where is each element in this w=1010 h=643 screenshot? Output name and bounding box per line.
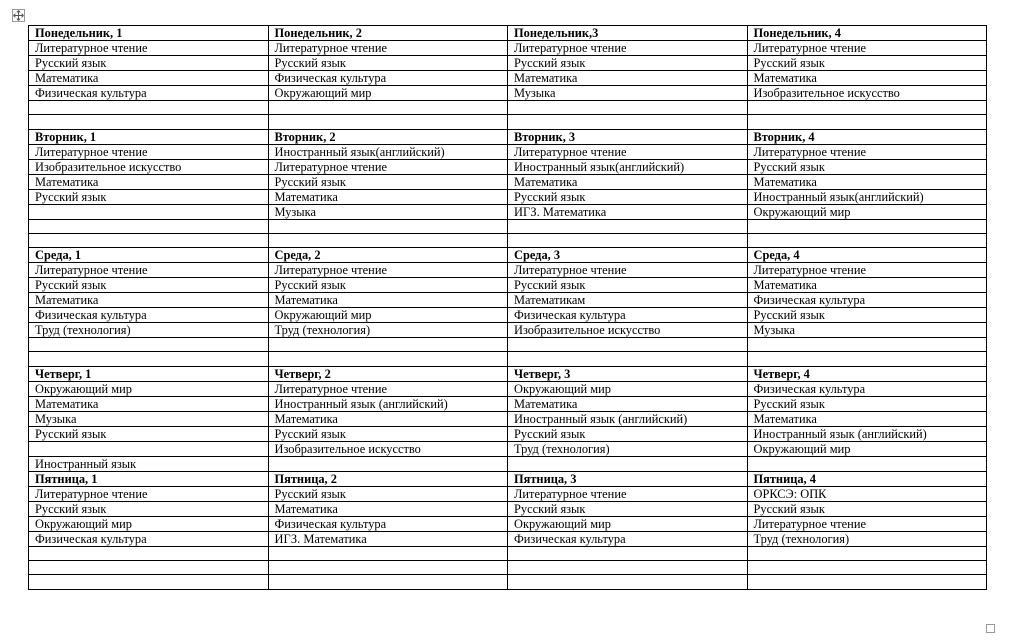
lesson-cell[interactable]: Математикам (508, 293, 748, 308)
lesson-cell[interactable]: Русский язык (747, 396, 987, 411)
lesson-cell[interactable] (29, 575, 269, 589)
lesson-cell[interactable]: Русский язык (508, 278, 748, 293)
lesson-cell[interactable] (29, 101, 269, 115)
lesson-cell[interactable]: Литературное чтение (29, 41, 269, 56)
class-day-header[interactable]: Пятница, 3 (508, 471, 748, 486)
lesson-cell[interactable] (508, 115, 748, 129)
lesson-cell[interactable] (268, 101, 508, 115)
lesson-cell[interactable]: Русский язык (508, 189, 748, 204)
lesson-cell[interactable]: Математика (268, 189, 508, 204)
lesson-cell[interactable]: Русский язык (268, 426, 508, 441)
lesson-cell[interactable]: Русский язык (508, 56, 748, 71)
lesson-cell[interactable]: Литературное чтение (29, 144, 269, 159)
lesson-row (29, 441, 987, 456)
lesson-cell[interactable]: Литературное чтение (268, 263, 508, 278)
lesson-cell[interactable]: Окружающий мир (508, 381, 748, 396)
lesson-cell[interactable]: Литературное чтение (747, 263, 987, 278)
lesson-cell[interactable] (508, 561, 748, 575)
lesson-cell[interactable]: ИГЗ. Математика (268, 531, 508, 546)
lesson-cell[interactable] (268, 352, 508, 366)
lesson-cell[interactable] (29, 561, 269, 575)
lesson-cell[interactable]: Литературное чтение (508, 41, 748, 56)
lesson-cell[interactable]: Физическая культура (29, 531, 269, 546)
lesson-cell[interactable] (268, 546, 508, 560)
class-day-header[interactable]: Четверг, 1 (29, 366, 269, 381)
lesson-cell[interactable]: Литературное чтение (508, 144, 748, 159)
lesson-cell[interactable] (268, 115, 508, 129)
lesson-cell[interactable] (268, 219, 508, 233)
lesson-cell[interactable]: Литературное чтение (747, 41, 987, 56)
lesson-cell[interactable]: Русский язык (29, 56, 269, 71)
lesson-row (29, 41, 987, 56)
class-day-header[interactable]: Четверг, 4 (747, 366, 987, 381)
lesson-cell[interactable] (29, 441, 269, 456)
lesson-cell[interactable]: Физическая культура (747, 381, 987, 396)
class-day-header[interactable]: Понедельник, 2 (268, 26, 508, 41)
day-header-row (29, 129, 987, 144)
lesson-cell[interactable]: Изобразительное искусство (29, 159, 269, 174)
lesson-cell[interactable]: Русский язык (747, 56, 987, 71)
lesson-cell[interactable]: Русский язык (268, 278, 508, 293)
lesson-cell[interactable] (29, 219, 269, 233)
lesson-cell[interactable] (508, 219, 748, 233)
lesson-cell[interactable]: Физическая культура (508, 531, 748, 546)
lesson-cell[interactable]: Окружающий мир (29, 516, 269, 531)
lesson-row (29, 381, 987, 396)
lesson-row (29, 486, 987, 501)
lesson-cell[interactable]: Физическая культура (29, 86, 269, 101)
lesson-cell[interactable]: Литературное чтение (29, 263, 269, 278)
lesson-row (29, 516, 987, 531)
lesson-row (29, 263, 987, 278)
lesson-cell[interactable] (747, 219, 987, 233)
lesson-cell[interactable]: Литературное чтение (508, 486, 748, 501)
lesson-cell[interactable]: Русский язык (268, 174, 508, 189)
lesson-cell[interactable] (747, 352, 987, 366)
lesson-cell[interactable]: Литературное чтение (268, 41, 508, 56)
class-day-header[interactable]: Пятница, 4 (747, 471, 987, 486)
lesson-cell[interactable]: Математика (747, 71, 987, 86)
lesson-cell[interactable]: Математика (747, 411, 987, 426)
lesson-cell[interactable] (268, 561, 508, 575)
lesson-cell[interactable] (508, 101, 748, 115)
lesson-row (29, 233, 987, 247)
lesson-cell[interactable]: Литературное чтение (268, 381, 508, 396)
lesson-cell[interactable]: Физическая культура (29, 308, 269, 323)
lesson-cell[interactable]: Физическая культура (268, 71, 508, 86)
class-day-header[interactable]: Среда, 2 (268, 248, 508, 263)
class-day-header[interactable]: Понедельник, 1 (29, 26, 269, 41)
lesson-cell[interactable] (747, 546, 987, 560)
lesson-cell[interactable]: Литературное чтение (747, 144, 987, 159)
lesson-cell[interactable]: Труд (технология) (747, 531, 987, 546)
lesson-cell[interactable]: Математика (29, 293, 269, 308)
lesson-cell[interactable]: Иностранный язык(английский) (747, 189, 987, 204)
lesson-row (29, 501, 987, 516)
lesson-cell[interactable]: Труд (технология) (268, 323, 508, 338)
lesson-row (29, 546, 987, 560)
day-header-row (29, 471, 987, 486)
lesson-cell[interactable] (29, 352, 269, 366)
lesson-cell[interactable] (508, 352, 748, 366)
lesson-cell[interactable]: Окружающий мир (268, 86, 508, 101)
lesson-row (29, 278, 987, 293)
lesson-cell[interactable]: Музыка (268, 204, 508, 219)
lesson-cell[interactable]: Математика (29, 174, 269, 189)
lesson-row (29, 456, 987, 471)
move-arrows-icon (13, 10, 24, 21)
lesson-cell[interactable] (747, 561, 987, 575)
lesson-cell[interactable] (747, 575, 987, 589)
class-day-header[interactable]: Вторник, 3 (508, 129, 748, 144)
day-header-row (29, 26, 987, 41)
lesson-cell[interactable]: Литературное чтение (268, 159, 508, 174)
lesson-cell[interactable]: Физическая культура (508, 308, 748, 323)
lesson-cell[interactable]: Математика (268, 411, 508, 426)
lesson-row (29, 159, 987, 174)
lesson-row (29, 338, 987, 352)
lesson-cell[interactable]: Русский язык (508, 426, 748, 441)
lesson-cell[interactable]: Иностранный язык (29, 456, 269, 471)
lesson-row (29, 323, 987, 338)
lesson-cell[interactable]: Литературное чтение (747, 516, 987, 531)
lesson-row (29, 561, 987, 575)
lesson-cell[interactable]: Русский язык (29, 189, 269, 204)
schedule-table (28, 25, 987, 590)
lesson-cell[interactable]: Физическая культура (268, 516, 508, 531)
lesson-cell[interactable] (508, 338, 748, 352)
lesson-cell[interactable] (29, 546, 269, 560)
lesson-cell[interactable]: Русский язык (747, 308, 987, 323)
class-day-header[interactable]: Вторник, 1 (29, 129, 269, 144)
lesson-cell[interactable]: Музыка (747, 323, 987, 338)
lesson-cell[interactable]: Математика (508, 396, 748, 411)
lesson-row (29, 86, 987, 101)
lesson-cell[interactable]: Математика (29, 71, 269, 86)
lesson-cell[interactable]: Математика (29, 396, 269, 411)
lesson-cell[interactable] (747, 115, 987, 129)
table-move-handle[interactable] (12, 9, 25, 22)
lesson-row (29, 575, 987, 589)
lesson-cell[interactable] (268, 338, 508, 352)
lesson-cell[interactable]: Труд (технология) (508, 441, 748, 456)
lesson-row (29, 219, 987, 233)
class-day-header[interactable]: Понедельник, 4 (747, 26, 987, 41)
lesson-cell[interactable]: Окружающий мир (747, 204, 987, 219)
lesson-cell[interactable]: Математика (508, 174, 748, 189)
class-day-header[interactable]: Пятница, 1 (29, 471, 269, 486)
lesson-cell[interactable] (747, 456, 987, 471)
lesson-cell[interactable]: Окружающий мир (29, 381, 269, 396)
lesson-row (29, 71, 987, 86)
day-header-row (29, 248, 987, 263)
lesson-row (29, 204, 987, 219)
class-day-header[interactable]: Пятница, 2 (268, 471, 508, 486)
class-day-header[interactable]: Среда, 3 (508, 248, 748, 263)
lesson-cell[interactable]: Русский язык (747, 501, 987, 516)
lesson-cell[interactable]: Музыка (29, 411, 269, 426)
lesson-row (29, 308, 987, 323)
lesson-cell[interactable]: Русский язык (508, 501, 748, 516)
lesson-cell[interactable]: Русский язык (268, 486, 508, 501)
lesson-cell[interactable]: Математика (747, 174, 987, 189)
lesson-row (29, 426, 987, 441)
lesson-row (29, 411, 987, 426)
class-day-header[interactable]: Среда, 4 (747, 248, 987, 263)
lesson-row (29, 293, 987, 308)
lesson-cell[interactable] (29, 115, 269, 129)
lesson-cell[interactable]: Труд (технология) (29, 323, 269, 338)
lesson-cell[interactable]: Русский язык (747, 159, 987, 174)
lesson-row (29, 189, 987, 204)
lesson-cell[interactable]: Окружающий мир (747, 441, 987, 456)
lesson-cell[interactable]: Иностранный язык (английский) (747, 426, 987, 441)
lesson-cell[interactable] (29, 233, 269, 247)
lesson-cell[interactable] (268, 456, 508, 471)
lesson-cell[interactable]: Русский язык (29, 278, 269, 293)
lesson-row (29, 56, 987, 71)
lesson-cell[interactable]: Математика (268, 501, 508, 516)
lesson-row (29, 174, 987, 189)
lesson-cell[interactable]: Литературное чтение (508, 263, 748, 278)
lesson-cell[interactable] (747, 338, 987, 352)
lesson-cell[interactable]: Математика (508, 71, 748, 86)
class-day-header[interactable]: Четверг, 3 (508, 366, 748, 381)
lesson-row (29, 101, 987, 115)
lesson-cell[interactable]: Математика (268, 293, 508, 308)
lesson-cell[interactable]: Русский язык (268, 56, 508, 71)
class-day-header[interactable]: Четверг, 2 (268, 366, 508, 381)
lesson-cell[interactable]: Физическая культура (747, 293, 987, 308)
lesson-cell[interactable]: Математика (747, 278, 987, 293)
lesson-cell[interactable]: Иностранный язык (английский) (508, 411, 748, 426)
lesson-cell[interactable] (268, 233, 508, 247)
schedule-body (29, 26, 987, 590)
lesson-cell[interactable]: Окружающий мир (508, 516, 748, 531)
lesson-cell[interactable] (29, 338, 269, 352)
lesson-cell[interactable]: Иностранный язык(английский) (268, 144, 508, 159)
lesson-cell[interactable] (747, 101, 987, 115)
lesson-cell[interactable]: Иностранный язык (английский) (268, 396, 508, 411)
lesson-cell[interactable] (508, 546, 748, 560)
lesson-row (29, 352, 987, 366)
lesson-cell[interactable]: Изобразительное искусство (508, 323, 748, 338)
lesson-cell[interactable]: Русский язык (29, 501, 269, 516)
lesson-cell[interactable]: Музыка (508, 86, 748, 101)
lesson-cell[interactable]: ОРКСЭ: ОПК (747, 486, 987, 501)
lesson-cell[interactable] (29, 204, 269, 219)
lesson-row (29, 144, 987, 159)
lesson-cell[interactable] (508, 233, 748, 247)
table-resize-handle[interactable] (986, 624, 995, 633)
class-day-header[interactable]: Среда, 1 (29, 248, 269, 263)
lesson-row (29, 396, 987, 411)
lesson-cell[interactable]: Русский язык (29, 426, 269, 441)
lesson-cell[interactable]: Окружающий мир (268, 308, 508, 323)
class-day-header[interactable]: Вторник, 4 (747, 129, 987, 144)
class-day-header[interactable]: Вторник, 2 (268, 129, 508, 144)
lesson-row (29, 115, 987, 129)
lesson-cell[interactable] (508, 456, 748, 471)
lesson-cell[interactable]: Литературное чтение (29, 486, 269, 501)
lesson-cell[interactable] (508, 575, 748, 589)
lesson-cell[interactable]: Изобразительное искусство (268, 441, 508, 456)
lesson-cell[interactable]: Иностранный язык(английский) (508, 159, 748, 174)
day-header-row (29, 366, 987, 381)
lesson-cell[interactable]: Изобразительное искусство (747, 86, 987, 101)
lesson-cell[interactable] (747, 233, 987, 247)
lesson-cell[interactable]: ИГЗ. Математика (508, 204, 748, 219)
lesson-cell[interactable] (268, 575, 508, 589)
lesson-row (29, 531, 987, 546)
class-day-header[interactable]: Понедельник,3 (508, 26, 748, 41)
